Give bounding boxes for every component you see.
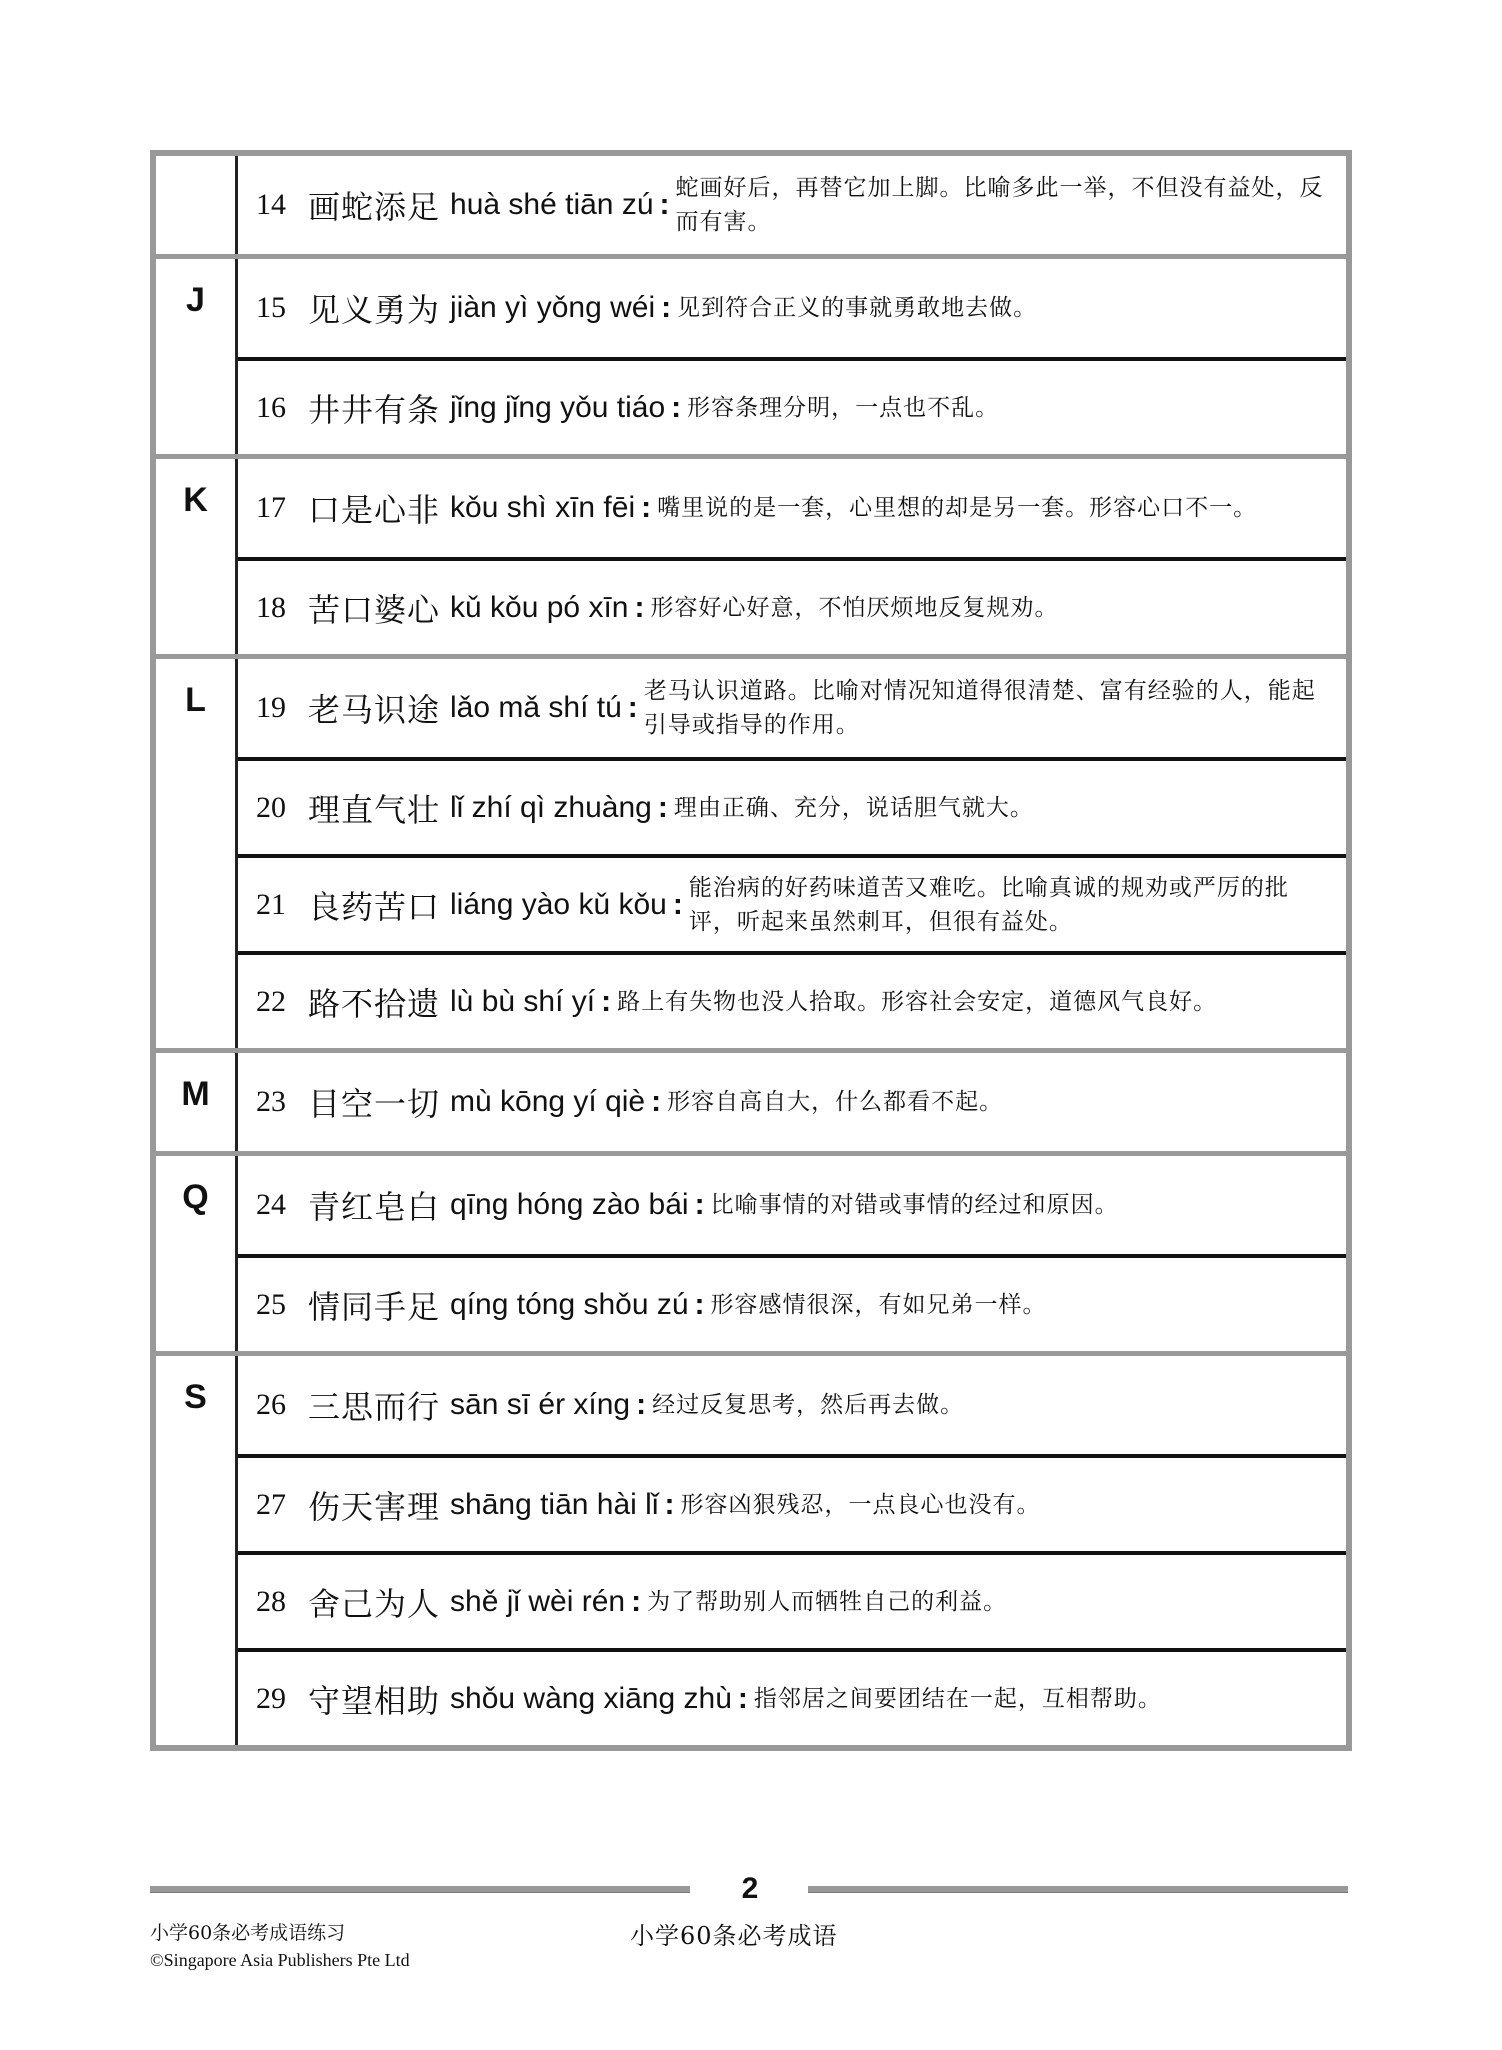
separator-colon: : (636, 1388, 647, 1421)
idiom-text: 三思而行 (308, 1388, 441, 1426)
section-rows (238, 259, 1346, 454)
idiom-row (238, 357, 1346, 454)
idiom-pinyin: kǔ kǒu pó xīn (450, 590, 629, 624)
idiom-row (238, 156, 1346, 254)
idiom-text: 目空一切 (308, 1085, 441, 1123)
idiom-row (238, 557, 1346, 654)
idiom-pinyin: lǎo mǎ shí tú (450, 691, 622, 724)
idiom-row (238, 757, 1346, 854)
idiom-row (238, 1648, 1346, 1745)
idiom-number: 18 (256, 590, 286, 624)
idiom-number: 16 (256, 390, 286, 424)
letter-section (156, 454, 1346, 654)
idiom-text: 守望相助 (308, 1681, 441, 1720)
book-title: 小学60条必考成语练习 (150, 1922, 346, 1944)
separator-colon: : (661, 291, 672, 324)
idiom-text: 青红皂白 (308, 1188, 441, 1226)
idiom-definition: 形容自高自大，什么都看不起。 (667, 1089, 1004, 1115)
idiom-number: 19 (256, 691, 286, 724)
idiom-pinyin: jǐng jǐng yǒu tiáo (450, 390, 666, 424)
idiom-number: 28 (256, 1584, 286, 1618)
separator-colon: : (657, 790, 668, 824)
idiom-pinyin: kǒu shì xīn fēi (450, 491, 636, 524)
idiom-pinyin: sān sī ér xíng (450, 1388, 631, 1421)
idiom-number: 29 (256, 1681, 286, 1715)
section-rows (238, 1156, 1346, 1351)
idiom-pinyin: qíng tóng shǒu zú (450, 1287, 689, 1321)
letter-section (156, 654, 1346, 1048)
idiom-definition: 形容感情很深，有如兄弟一样。 (710, 1291, 1047, 1318)
idiom-text: 良药苦口 (308, 887, 441, 926)
section-rows (238, 156, 1346, 254)
separator-colon: : (671, 390, 682, 424)
section-letter: S (156, 1356, 238, 1745)
idiom-text: 井井有条 (308, 390, 441, 429)
page-number: 2 (741, 1872, 759, 1905)
separator-colon: : (631, 1584, 642, 1618)
idiom-row (238, 659, 1346, 757)
idiom-definition: 为了帮助别人而牺牲自己的利益。 (647, 1588, 1008, 1615)
idiom-pinyin: lǐ zhí qì zhuàng (450, 790, 652, 824)
section-rows (238, 1356, 1346, 1745)
idiom-pinyin: lù bù shí yí (450, 984, 596, 1018)
idiom-pinyin: shāng tiān hài lǐ (450, 1487, 659, 1521)
letter-section (156, 254, 1346, 454)
section-letter: Q (156, 1156, 238, 1351)
idiom-text: 苦口婆心 (308, 590, 441, 629)
idiom-text: 路不拾遗 (308, 984, 441, 1023)
separator-colon: : (664, 1487, 675, 1521)
separator-colon: : (601, 984, 612, 1018)
section-letter: J (156, 259, 238, 454)
section-letter: K (156, 459, 238, 654)
idiom-number: 21 (256, 887, 286, 921)
separator-colon: : (737, 1681, 748, 1715)
letter-section (156, 1048, 1346, 1151)
idiom-definition: 能治病的好药味道苦又难吃。比喻真诚的规劝或严厉的批评，听起来虽然刺耳，但很有益处。 (688, 874, 1289, 935)
idiom-text: 老马识途 (308, 691, 441, 729)
idiom-number: 17 (256, 491, 286, 524)
separator-colon: : (634, 590, 645, 624)
idiom-pinyin: shě jǐ wèi rén (450, 1584, 626, 1618)
idiom-definition: 老马认识道路。比喻对情况知道得很清楚、富有经验的人，能起引导或指导的作用。 (643, 678, 1316, 738)
idiom-number: 20 (256, 790, 286, 824)
section-letter: M (156, 1053, 238, 1151)
idiom-row (238, 1254, 1346, 1351)
idiom-definition: 比喻事情的对错或事情的经过和原因。 (710, 1192, 1119, 1218)
separator-colon: : (694, 1188, 705, 1221)
idiom-definition: 形容条理分明，一点也不乱。 (687, 394, 1000, 421)
idiom-text: 见义勇为 (308, 291, 441, 329)
section-rows (238, 1053, 1346, 1151)
idiom-row (238, 459, 1346, 557)
section-rows (238, 659, 1346, 1048)
idiom-table (150, 150, 1352, 1751)
idiom-pinyin: huà shé tiān zú (450, 188, 654, 221)
idiom-definition: 指邻居之间要团结在一起，互相帮助。 (753, 1685, 1162, 1712)
footer-rule-left (150, 1886, 690, 1893)
idiom-number: 26 (256, 1388, 286, 1421)
idiom-definition: 嘴里说的是一套，心里想的却是另一套。形容心口不一。 (657, 495, 1258, 521)
idiom-text: 舍己为人 (308, 1584, 441, 1623)
idiom-pinyin: liáng yào kǔ kǒu (450, 887, 667, 921)
copyright: ©Singapore Asia Publishers Pte Ltd (150, 1950, 410, 1970)
footer-rule-right (808, 1886, 1348, 1893)
idiom-row (238, 1356, 1346, 1454)
section-letter (156, 156, 238, 254)
separator-colon: : (627, 691, 638, 724)
idiom-text: 情同手足 (308, 1287, 441, 1326)
idiom-text: 伤天害理 (308, 1487, 441, 1526)
separator-colon: : (694, 1287, 705, 1321)
idiom-text: 画蛇添足 (308, 188, 441, 226)
idiom-number: 27 (256, 1487, 286, 1521)
idiom-row (238, 854, 1346, 951)
idiom-number: 15 (256, 291, 286, 324)
separator-colon: : (672, 887, 683, 921)
idiom-number: 14 (256, 188, 286, 221)
idiom-row (238, 259, 1346, 357)
idiom-pinyin: shǒu wàng xiāng zhù (450, 1681, 732, 1715)
idiom-number: 25 (256, 1287, 286, 1321)
idiom-text: 口是心非 (308, 491, 441, 529)
idiom-pinyin: qīng hóng zào bái (450, 1188, 689, 1221)
idiom-row (238, 1156, 1346, 1254)
separator-colon: : (641, 491, 652, 524)
idiom-definition: 见到符合正义的事就勇敢地去做。 (677, 295, 1038, 321)
separator-colon: : (659, 188, 670, 221)
idiom-pinyin: jiàn yì yǒng wéi (450, 291, 656, 324)
idiom-number: 23 (256, 1085, 286, 1118)
idiom-number: 22 (256, 984, 286, 1018)
idiom-row (238, 1053, 1346, 1151)
idiom-definition: 理由正确、充分，说话胆气就大。 (673, 794, 1034, 821)
idiom-pinyin: mù kōng yí qiè (450, 1085, 646, 1118)
idiom-row (238, 951, 1346, 1048)
idiom-definition: 路上有失物也没人拾取。形容社会安定，道德风气良好。 (617, 988, 1218, 1015)
section-letter: L (156, 659, 238, 1048)
idiom-row (238, 1454, 1346, 1551)
letter-section (156, 156, 1346, 254)
letter-section (156, 1351, 1346, 1745)
center-title: 小学60条必考成语 (630, 1922, 838, 1950)
idiom-definition: 形容凶狠残忍，一点良心也没有。 (680, 1491, 1041, 1518)
idiom-definition: 经过反复思考，然后再去做。 (652, 1392, 965, 1418)
idiom-definition: 蛇画好后，再替它加上脚。比喻多此一举，不但没有益处，反而有害。 (675, 175, 1324, 235)
idiom-definition: 形容好心好意，不怕厌烦地反复规劝。 (650, 594, 1059, 621)
idiom-text: 理直气壮 (308, 790, 441, 829)
letter-section (156, 1151, 1346, 1351)
section-rows (238, 459, 1346, 654)
idiom-number: 24 (256, 1188, 286, 1221)
separator-colon: : (651, 1085, 662, 1118)
idiom-row (238, 1551, 1346, 1648)
